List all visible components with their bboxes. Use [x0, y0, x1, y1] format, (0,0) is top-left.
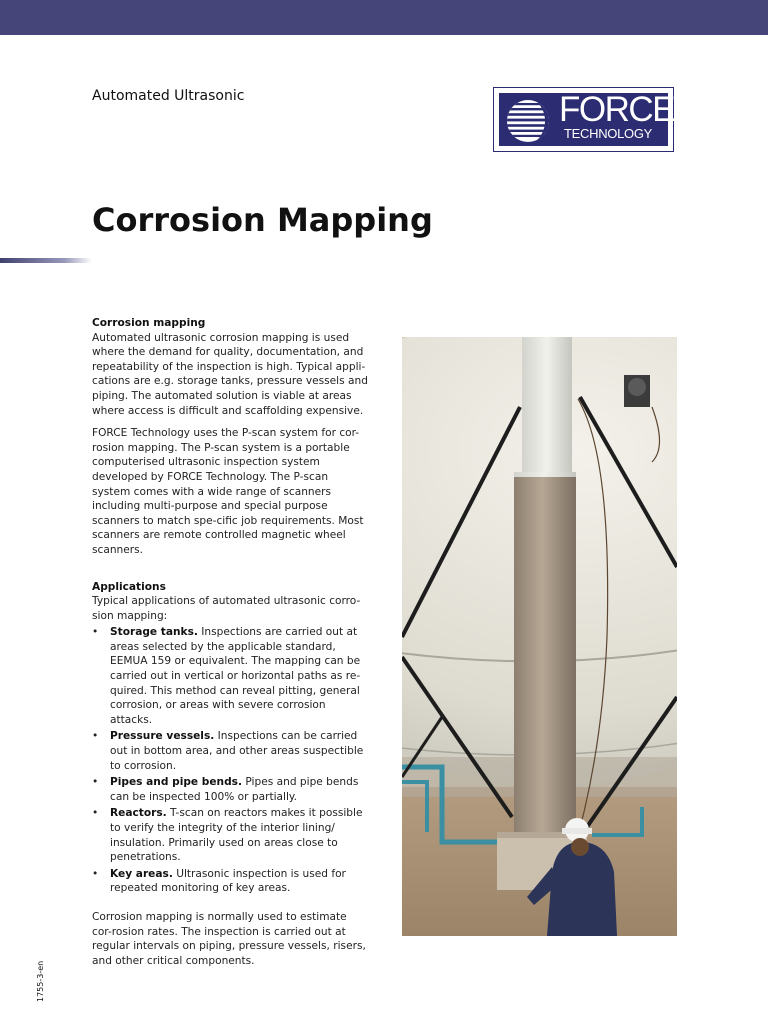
bullet-icon: •: [92, 776, 99, 789]
list-item: [92, 806, 368, 864]
logo-technology-text: TECHNOLOGY: [564, 126, 653, 141]
globe-icon: [505, 98, 551, 144]
list-item: [92, 775, 368, 804]
item-term: Reactors.: [110, 807, 167, 820]
bullet-icon: •: [92, 730, 99, 743]
intro-paragraph-2: FORCE Technology uses the P-scan system for cor-rosion mapping. The P-scan system is a portable computerised ultrasonic inspection system developed by FORCE Technology. The P-scan system comes with a wide range of scanners including multi-purpose and special purpose scanners to match spe-cific job requirements. Most scanners are remote controlled magnetic wheel scanners.: [92, 427, 364, 556]
item-term: Pipes and pipe bends.: [110, 776, 243, 789]
document-subtitle: Automated Ultrasonic: [92, 88, 245, 104]
bullet-icon: •: [92, 626, 99, 639]
logo-force-text: FORCE: [559, 90, 674, 129]
section-heading-applications: Applications: [92, 580, 166, 593]
section-heading-corrosion-mapping: Corrosion mapping: [92, 317, 206, 329]
list-item: [92, 625, 368, 727]
item-term: Storage tanks.: [110, 626, 198, 639]
item-term: Pressure vessels.: [110, 730, 215, 743]
top-header-bar: [0, 0, 768, 35]
item-text: Ultrasonic inspection is used for repeated monitoring of key areas.: [110, 867, 346, 895]
page-title: Corrosion Mapping: [92, 201, 433, 239]
applications-list: [92, 625, 368, 896]
title-accent-line: [0, 258, 92, 263]
document-id: 1755-3-en: [36, 960, 45, 1002]
item-text: Inspections can be carried out in bottom area, and other areas suspectible to corrosion.: [110, 730, 364, 772]
bullet-icon: •: [92, 867, 99, 880]
storage-tank-photo: [402, 337, 677, 936]
force-technology-logo: [493, 87, 674, 152]
bullet-icon: •: [92, 807, 99, 820]
item-term: Key areas.: [110, 867, 173, 880]
closing-paragraph: Corrosion mapping is normally used to estimate cor-rosion rates. The inspection is carried out at regular intervals on piping, pressure vessels, risers, and other critical components.: [92, 910, 366, 967]
intro-paragraph-1: Automated ultrasonic corrosion mapping is used where the demand for quality, documentation, and repeatability of the inspection is high. Typical appli-cations are e.g. storage tanks, pressure vessels and piping. The automated solution is viable at areas where access is difficult and scaffolding expensive.: [92, 331, 368, 417]
list-item: [92, 867, 368, 896]
item-text: T-scan on reactors makes it possible to verify the integrity of the interior lining/ insulation. Primarily used on areas close to penetrations.: [110, 807, 363, 864]
applications-lead: Typical applications of automated ultrasonic corro-sion mapping:: [92, 595, 361, 622]
item-text: Pipes and pipe bends can be inspected 100% or partially.: [110, 776, 359, 803]
item-text: Inspections are carried out at areas selected by the applicable standard, EEMUA 159 or equivalent. The mapping can be carried out in vertical or horizontal paths as re-quired. This method can reveal pitting, general corrosion, or areas with severe corrosion attacks.: [110, 626, 361, 726]
logo-background: [499, 90, 674, 146]
list-item: [92, 729, 368, 773]
body-text-column: [92, 316, 368, 976]
